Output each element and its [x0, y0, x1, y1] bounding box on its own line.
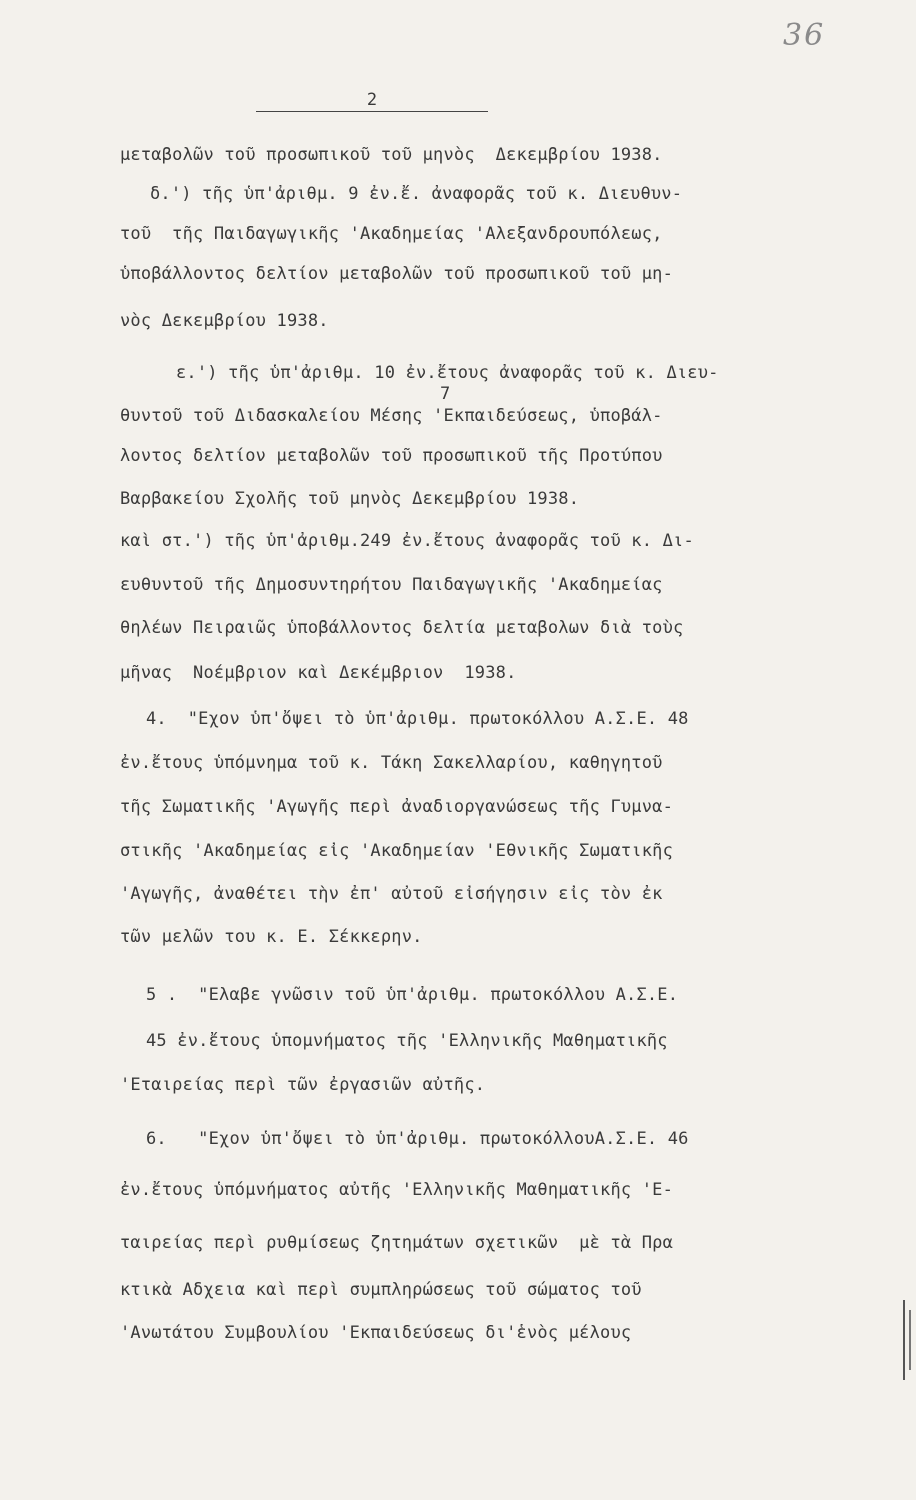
text-line: τῶν μελῶν του κ. Ε. Σέκκερην. [120, 927, 423, 947]
text-line: Βαρβακείου Σχολῆς τοῦ μηνὸς Δεκεμβρίου 1938. [120, 489, 580, 509]
text-line: ευθυντοῦ τῆς Δημοσυντηρήτου Παιδαγωγικῆς 'Ακαδημείας [120, 575, 663, 595]
text-line: θυντοῦ τοῦ Διδασκαλείου Μέσης 'Εκπαιδεύσεως, ὑποβάλ- [120, 406, 663, 426]
text-line: τοῦ τῆς Παιδαγωγικῆς 'Ακαδημείας 'Αλεξανδρουπόλεως, [120, 224, 663, 244]
handwritten-folio-number: 36 [783, 18, 826, 53]
text-line: 5 . "Ελαβε γνῶσιν τοῦ ὑπ'ἀριθμ. πρωτοκόλλου Α.Σ.Ε. [146, 985, 679, 1005]
text-line: στικῆς 'Ακαδημείας εἰς 'Ακαδημείαν 'Εθνικῆς Σωματικῆς [120, 841, 674, 861]
text-line: ε.') τῆς ὑπ'ἀριθμ. 10 ἐν.ἔτους ἀναφορᾶς τοῦ κ. Διευ- [176, 363, 719, 383]
binding-mark [903, 1300, 905, 1380]
text-line: μεταβολῶν τοῦ προσωπικοῦ τοῦ μηνὸς Δεκεμβρίου 1938. [120, 145, 663, 165]
text-line: θηλέων Πειραιῶς ὑποβάλλοντος δελτία μεταβολων διὰ τοὺς [120, 618, 684, 638]
text-line: 'Αγωγῆς, ἀναθέτει τὴν ἐπ' αὐτοῦ εἰσήγησιν εἰς τὸν ἐκ [120, 884, 663, 904]
text-line: 45 ἐν.ἔτους ὑπομνήματος τῆς 'Ελληνικῆς Μαθηματικῆς [146, 1031, 668, 1051]
text-line: τῆς Σωματικῆς 'Αγωγῆς περὶ ἀναδιοργανώσεως τῆς Γυμνα- [120, 797, 674, 817]
page-header-number: 2 [256, 90, 488, 112]
text-line: δ.') τῆς ὑπ'ἀριθμ. 9 ἐν.ἔ. ἀναφορᾶς τοῦ κ. Διευθυν- [150, 184, 683, 204]
text-line: νὸς Δεκεμβρίου 1938. [120, 311, 329, 331]
text-line: λοντος δελτίον μεταβολῶν τοῦ προσωπικοῦ τῆς Προτύπου [120, 446, 663, 466]
text-line: κτικὰ Αδχεια καὶ περὶ συμπληρώσεως τοῦ σώματος τοῦ [120, 1280, 642, 1300]
text-line: 6. "Εχον ὑπ'ὄψει τὸ ὑπ'ἀριθμ. πρωτοκόλλουΑ.Σ.Ε. 46 [146, 1129, 689, 1149]
text-line: 'Εταιρείας περὶ τῶν ἐργασιῶν αὐτῆς. [120, 1075, 486, 1095]
text-line: καὶ στ.') τῆς ὑπ'ἀριθμ.249 ἐν.ἔτους ἀναφορᾶς τοῦ κ. Δι- [120, 531, 694, 551]
text-line: ὑποβάλλοντος δελτίον μεταβολῶν τοῦ προσωπικοῦ τοῦ μη- [120, 264, 674, 284]
text-line: 'Ανωτάτου Συμβουλίου 'Εκπαιδεύσεως δι'ἑνὸς μέλους [120, 1323, 632, 1343]
fraction-denominator: 7 [440, 384, 451, 404]
text-line: ἐν.ἔτους ὑπόμνημα τοῦ κ. Τάκη Σακελλαρίου, καθηγητοῦ [120, 753, 663, 773]
binding-mark [909, 1310, 911, 1370]
text-line: μῆνας Νοέμβριον καὶ Δεκέμβριον 1938. [120, 663, 517, 683]
text-line: ταιρείας περὶ ρυθμίσεως ζητημάτων σχετικῶν μὲ τὰ Πρα [120, 1233, 674, 1253]
text-line: 4. "Εχον ὑπ'ὄψει τὸ ὑπ'ἀριθμ. πρωτοκόλλου Α.Σ.Ε. 48 [146, 709, 689, 729]
text-line: ἐν.ἔτους ὑπόμνήματος αὐτῆς 'Ελληνικῆς Μαθηματικῆς 'Ε- [120, 1180, 674, 1200]
